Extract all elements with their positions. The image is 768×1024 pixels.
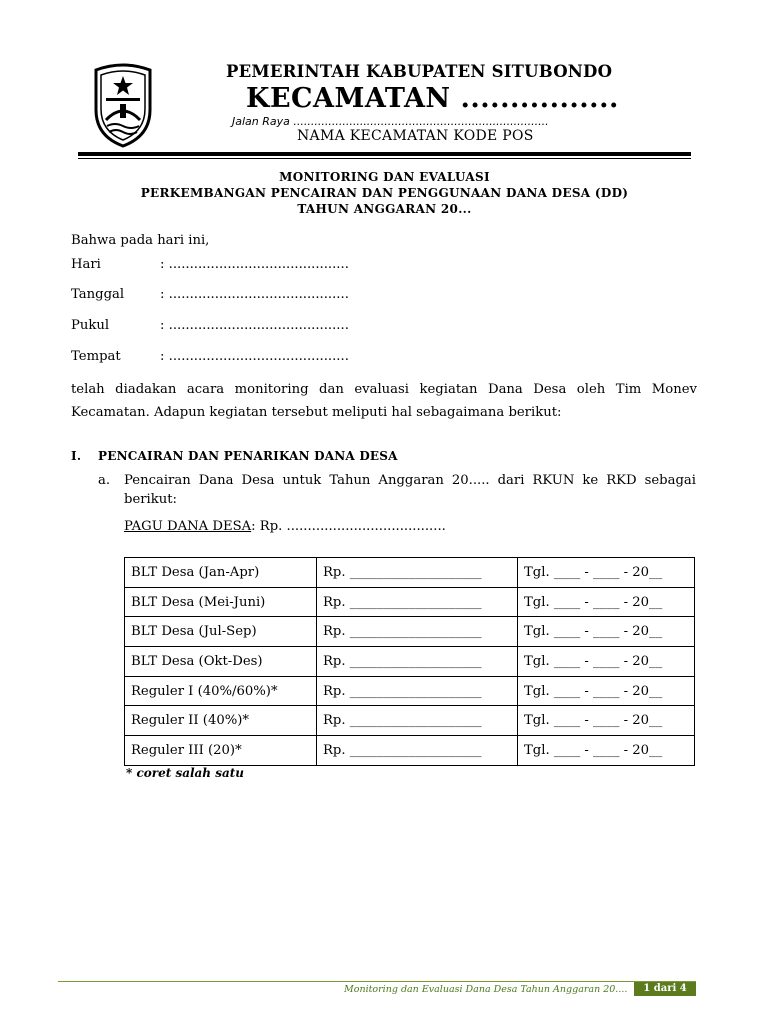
table-row [125,706,695,736]
document-title-line-1: MONITORING DAN EVALUASI [279,170,490,184]
section-heading [71,449,398,463]
district-name: KECAMATAN ................ [246,83,619,114]
body-paragraph: telah diadakan acara monitoring dan evaluasi kegiatan Dana Desa oleh Tim Monev Kecamatan. Adapun kegiatan tersebut meliputi hal sebagaimana berikut: [71,382,697,420]
table-cell-date: Tgl. ____ - ____ - 20__ [518,706,695,736]
table-footnote: * coret salah satu [126,766,245,780]
table-cell-amount: Rp. ____________________ [317,647,518,677]
table-cell-amount: Rp. ____________________ [317,706,518,736]
intro-text: Bahwa pada hari ini, [71,233,210,248]
section-number: I. [71,449,82,463]
table-row [125,736,695,766]
table-row [125,587,695,617]
letterhead-divider-thin [78,158,691,159]
table-cell-name: Reguler II (40%)* [125,706,317,736]
field-label-hari: Hari [71,257,101,272]
table-cell-name: Reguler I (40%/60%)* [125,676,317,706]
government-name: PEMERINTAH KABUPATEN SITUBONDO [226,62,613,81]
table-cell-amount: Rp. ____________________ [317,617,518,647]
table-cell-date: Tgl. ____ - ____ - 20__ [518,676,695,706]
field-value-tempat: : ........................................... [160,349,349,364]
field-label-tanggal: Tanggal [71,287,125,302]
table-cell-date: Tgl. ____ - ____ - 20__ [518,736,695,766]
address-line: Jalan Raya ......................................................................... [232,115,549,128]
table-row [125,647,695,677]
field-label-pukul: Pukul [71,318,110,333]
field-value-hari: : ........................................... [160,257,349,272]
letterhead-divider-thick [78,152,691,156]
table-cell-date: Tgl. ____ - ____ - 20__ [518,647,695,677]
table-cell-date: Tgl. ____ - ____ - 20__ [518,558,695,588]
document-title-line-3: TAHUN ANGGARAN 20... [297,202,472,216]
pagu-label: PAGU DANA DESA [124,519,252,534]
table-row [125,558,695,588]
footer-divider [58,981,696,982]
table-cell-name: BLT Desa (Okt-Des) [125,647,317,677]
table-row [125,617,695,647]
table-cell-date: Tgl. ____ - ____ - 20__ [518,617,695,647]
field-value-tanggal: : ........................................... [160,287,349,302]
table-cell-amount: Rp. ____________________ [317,736,518,766]
pagu-dana-desa [124,519,446,534]
table-row [125,676,695,706]
regency-emblem-logo [90,62,156,148]
table-cell-amount: Rp. ____________________ [317,558,518,588]
list-item-text: Pencairan Dana Desa untuk Tahun Anggaran 20..... dari RKUN ke RKD sebagai berikut: [124,473,696,507]
table-cell-date: Tgl. ____ - ____ - 20__ [518,587,695,617]
table-cell-name: BLT Desa (Jan-Apr) [125,558,317,588]
section-title: PENCAIRAN DAN PENARIKAN DANA DESA [98,449,398,463]
table-cell-name: BLT Desa (Jul-Sep) [125,617,317,647]
table-cell-name: Reguler III (20)* [125,736,317,766]
field-label-tempat: Tempat [71,349,121,364]
table-cell-name: BLT Desa (Mei-Juni) [125,587,317,617]
table-cell-amount: Rp. ____________________ [317,676,518,706]
field-value-pukul: : ........................................... [160,318,349,333]
table-cell-amount: Rp. ____________________ [317,587,518,617]
disbursement-table [124,557,695,766]
footer-text: Monitoring dan Evaluasi Dana Desa Tahun Anggaran 20.... [344,984,628,995]
district-postal-code: NAMA KECAMATAN KODE POS [297,128,534,144]
page-number-badge: 1 dari 4 [634,982,696,996]
pagu-value: : Rp. ...................................... [251,519,446,534]
list-item-letter: a. [98,473,111,488]
document-title-line-2: PERKEMBANGAN PENCAIRAN DAN PENGGUNAAN DANA DESA (DD) [140,186,629,200]
